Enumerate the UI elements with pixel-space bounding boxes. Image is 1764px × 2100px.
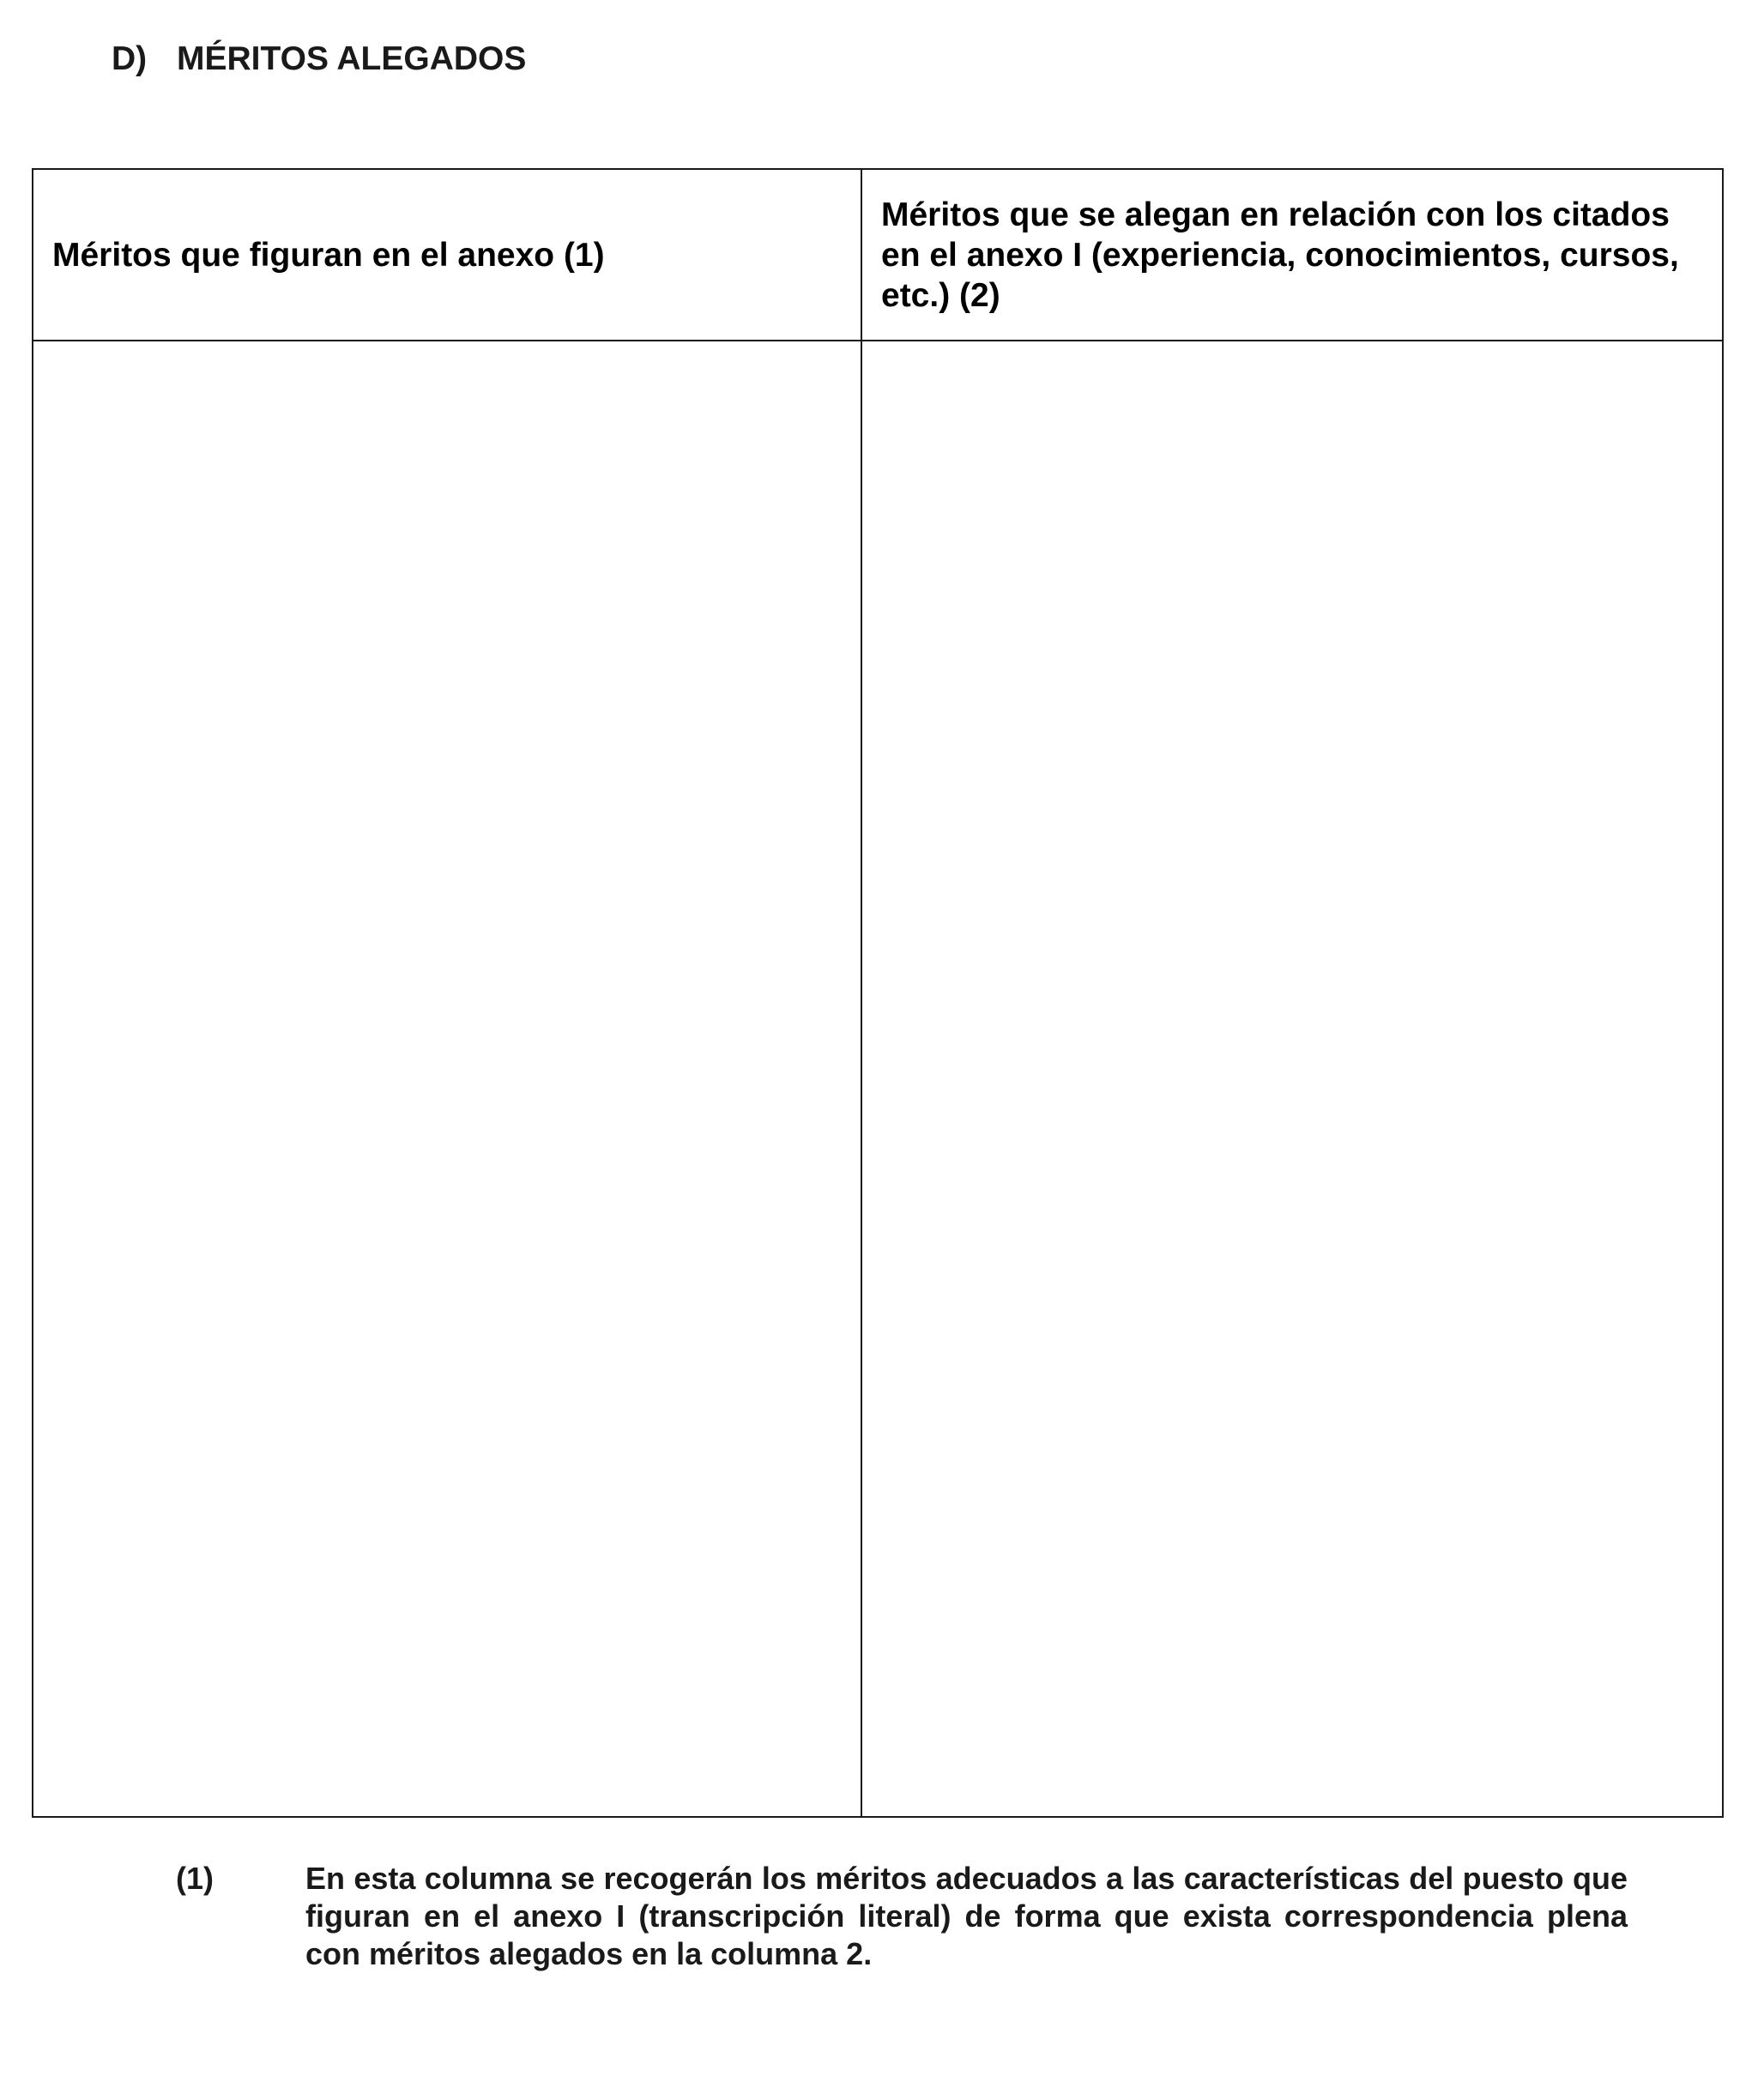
footnote-text: En esta columna se recogerán los méritos adecuados a las características del puesto que figuran en el anexo I (transcripción literal) de forma que exista correspondencia plena con méritos alegados en la columna 2.: [305, 1861, 1628, 1971]
annex-merits-cell[interactable]: [33, 341, 861, 1817]
table-row: [33, 341, 1723, 1817]
section-letter: D): [112, 40, 148, 77]
column-header-annex-merits: Méritos que figuran en el anexo (1): [33, 169, 861, 341]
merits-table: [32, 168, 1724, 1818]
claimed-merits-cell[interactable]: [861, 341, 1723, 1817]
column-header-claimed-merits: Méritos que se alegan en relación con los citados en el anexo I (experiencia, conocimientos, cursos, etc.) (2): [861, 169, 1723, 341]
section-title: MÉRITOS ALEGADOS: [177, 40, 527, 77]
section-heading: [112, 36, 526, 82]
table-header-row: [33, 169, 1723, 341]
footnote-marker: (1): [176, 1861, 214, 1896]
footnote: [176, 1860, 1628, 1973]
